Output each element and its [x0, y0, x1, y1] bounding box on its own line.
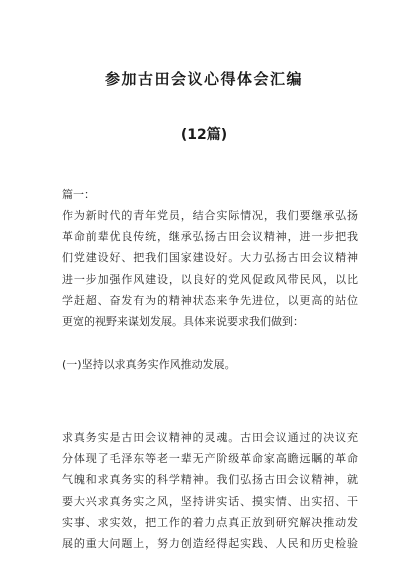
- paragraph-2-line: 求真务实是古田会议精神的灵魂。古田会议通过的决议充: [62, 431, 358, 444]
- paragraph-2-line: 要大兴求真务实之风，坚持讲实话、摸实情、出实招、干: [62, 494, 358, 508]
- paragraph-1-line: 们党建设好、把我们国家建设好。大力弘扬古田会议精神: [62, 251, 358, 265]
- paragraph-1-line: 革命前辈优良传统，继承弘扬古田会议精神，进一步把我: [62, 230, 358, 244]
- paragraph-1-line: 学赶超、奋发有为的精神状态来争先进位，以更高的站位: [62, 293, 358, 307]
- section-heading-1: [62, 354, 358, 375]
- paragraph-1: [62, 205, 358, 332]
- paragraph-2: [62, 427, 358, 554]
- paragraph-2-line: 实事、求实效，把工作的着力点真正放到研究解决推动发: [62, 515, 358, 529]
- document-subtitle: (12篇): [180, 127, 228, 143]
- paragraph-2-line: 气魄和求真务实的科学精神。我们弘扬古田会议精神，就: [62, 473, 358, 487]
- paragraph-1-line: 进一步加强作风建设，以良好的党风促政风带民风，以比: [62, 272, 358, 286]
- section-label-text: 篇一：: [62, 188, 95, 201]
- paragraph-1-line: 作为新时代的青年党员，结合实际情况，我们要继承弘扬: [62, 209, 358, 222]
- paragraph-2-line: 分体现了毛泽东等老一辈无产阶级革命家高瞻远瞩的革命: [62, 452, 358, 466]
- section-label: [62, 184, 358, 205]
- section-heading-1-text: (一)坚持以求真务实作风推动发展。: [62, 358, 236, 371]
- document-title: 参加古田会议心得体会汇编: [104, 70, 303, 88]
- paragraph-2-line: 展的重大问题上，努力创造经得起实践、人民和历史检验: [62, 536, 358, 550]
- paragraph-1-line: 更宽的视野来谋划发展。具体来说要求我们做到：: [62, 314, 304, 328]
